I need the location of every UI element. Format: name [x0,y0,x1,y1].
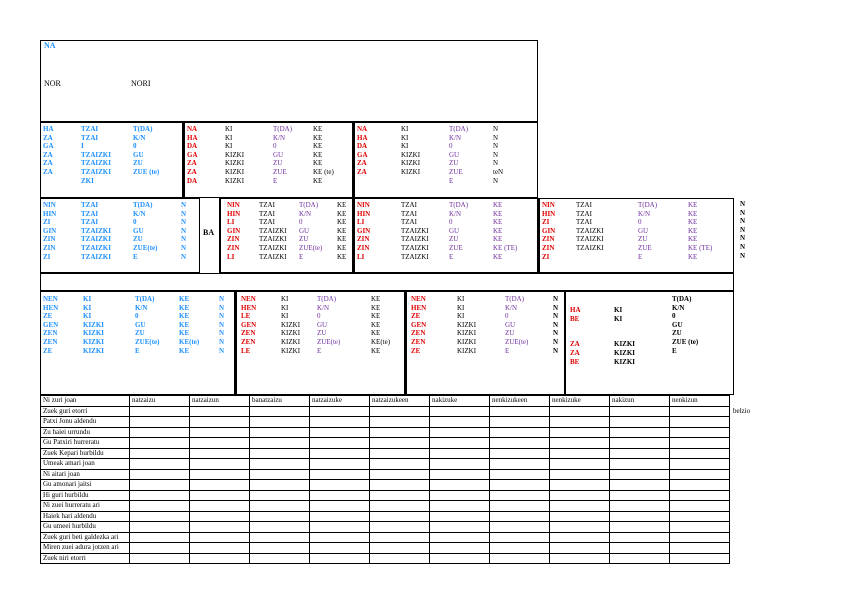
grid-answer-cell[interactable] [130,553,190,564]
grid-answer-cell[interactable] [250,553,310,564]
grid-answer-cell[interactable] [250,459,310,470]
row1-mid-c3: T(DA) K/N 0 GU ZU ZUE E [273,125,293,185]
grid-answer-cell[interactable] [490,522,550,533]
grid-answer-cell[interactable] [550,543,610,554]
grid-answer-cell[interactable] [130,490,190,501]
grid-header-cell: natzaizun [190,396,250,407]
grid-row [41,427,730,438]
grid-answer-cell[interactable] [310,417,370,428]
row2-right-c2: TZAI TZAI TZAI TZAIZKI TZAIZKI TZAIZKI [576,201,604,252]
row3-mid2-c2: KI KI KI KIZKI KIZKI KIZKI KIZKI [457,295,477,355]
grid-answer-cell[interactable] [610,553,670,564]
header-na: NA [44,41,56,50]
row2-mid-block [219,198,353,273]
grid-answer-cell[interactable] [370,553,430,564]
row2-right-c1: NIN HIN ZI GIN ZIN ZIN ZI [542,201,556,261]
grid-row-label: Hi guri hurbildu [41,490,130,501]
grid-answer-cell[interactable] [370,417,430,428]
grid-answer-cell[interactable] [430,406,490,417]
grid-answer-cell[interactable] [250,480,310,491]
grid-row [41,438,730,449]
row2-right-c3: T(DA) K/N 0 GU ZU ZUE E [638,201,658,261]
row3-mid2-c4: N N N N N N N [553,295,559,355]
grid-row-label: Ni aitari joan [41,469,130,480]
grid-answer-cell[interactable] [430,532,490,543]
grid-answer-cell[interactable] [370,511,430,522]
grid-answer-cell[interactable] [610,511,670,522]
grid-answer-cell[interactable] [310,480,370,491]
grid-answer-cell[interactable] [130,448,190,459]
grid-answer-cell[interactable] [550,501,610,512]
grid-answer-cell[interactable] [490,490,550,501]
grid-answer-cell[interactable] [310,532,370,543]
grid-answer-cell[interactable] [310,427,370,438]
grid-row [41,417,730,428]
grid-answer-cell[interactable] [190,448,250,459]
grid-answer-cell[interactable] [310,543,370,554]
row1-right-c3: T(DA) K/N 0 GU ZU ZUE E [449,125,469,185]
grid-answer-cell[interactable] [370,427,430,438]
grid-answer-cell[interactable] [250,417,310,428]
row3-mid-c1: NEN HEN LE GEN ZEN ZEN LE [241,295,257,355]
row1-mid-c4: KE KE KE KE KE KE (te) KE [313,125,334,185]
grid-answer-cell[interactable] [250,406,310,417]
row3-right-c3: T(DA) K/N 0 GU ZU ZUE (te) E [672,295,699,355]
grid-answer-cell[interactable] [490,532,550,543]
grid-answer-cell[interactable] [130,522,190,533]
grid-row-label: Zuek niri etorri [41,553,130,564]
grid-answer-cell[interactable] [490,480,550,491]
grid-answer-cell[interactable] [550,417,610,428]
grid-answer-cell[interactable] [670,406,730,417]
row2-mid2-c3: T(DA) K/N 0 GU ZU ZUE E [449,201,469,261]
grid-answer-cell[interactable] [610,406,670,417]
grid-answer-cell[interactable] [430,459,490,470]
grid-answer-cell[interactable] [430,438,490,449]
grid-answer-cell[interactable] [430,427,490,438]
row2-mid2-c2: TZAI TZAI TZAI TZAIZKI TZAIZKI TZAIZKI TZAIZKI [401,201,429,261]
grid-answer-cell[interactable] [190,459,250,470]
grid-answer-cell[interactable] [250,438,310,449]
grid-answer-cell[interactable] [670,480,730,491]
grid-answer-cell[interactable] [250,522,310,533]
row3-mid2-c1: NEN HEN ZE GEN ZEN ZEN ZE [411,295,427,355]
row1-left-c1: HA ZA GA ZA ZA ZA [43,125,54,176]
grid-answer-cell[interactable] [130,532,190,543]
grid-answer-cell[interactable] [610,448,670,459]
row1-mid-c2: KI KI KI KIZKI KIZKI KIZKI KIZKI [225,125,245,185]
row1-mid-block [183,122,353,198]
grid-answer-cell[interactable] [310,469,370,480]
grid-answer-cell[interactable] [430,490,490,501]
grid-answer-cell[interactable] [370,480,430,491]
row3-right-c1: HA BE ZA ZA BE [570,306,581,366]
grid-answer-cell[interactable] [670,532,730,543]
grid-answer-cell[interactable] [310,459,370,470]
grid-answer-cell[interactable] [610,417,670,428]
row2-right-c4: KE KE KE KE KE KE (TE) KE [688,201,713,261]
grid-answer-cell[interactable] [550,469,610,480]
grid-answer-cell[interactable] [670,522,730,533]
row3-left-c3: T(DA) K/N 0 GU ZU ZUE(te) E [135,295,160,355]
row1-right-block [353,122,538,198]
grid-answer-cell[interactable] [310,501,370,512]
grid-answer-cell[interactable] [130,469,190,480]
grid-answer-cell[interactable] [430,501,490,512]
grid-answer-cell[interactable] [550,490,610,501]
grid-answer-cell[interactable] [190,511,250,522]
grid-header-cell: nakizuke [430,396,490,407]
grid-row-label: Zuek Kepari hurbildu [41,448,130,459]
grid-answer-cell[interactable] [310,406,370,417]
grid-row-label: Miren zuei adura jotzen ari [41,543,130,554]
grid-answer-cell[interactable] [190,406,250,417]
grid-answer-cell[interactable] [670,553,730,564]
grid-answer-cell[interactable] [550,406,610,417]
grid-answer-cell[interactable] [370,490,430,501]
grid-row [41,490,730,501]
grid-answer-cell[interactable] [250,427,310,438]
grid-answer-cell[interactable] [430,522,490,533]
grid-answer-cell[interactable] [130,406,190,417]
row2-mid2-c1: NIN HIN LI GIN ZIN ZIN LI [357,201,371,261]
header-box [40,40,538,122]
grid-answer-cell[interactable] [370,406,430,417]
row2-mid-c1: NIN HIN LI GIN ZIN ZIN LI [227,201,241,261]
grid-answer-cell[interactable] [610,427,670,438]
row1-left-c3: T(DA) K/N 0 GU ZU ZUE (te) [133,125,160,176]
grid-side-label: belzio [733,407,751,415]
row2-left-c2: TZAI TZAI TZAI TZAIZKI TZAIZKI TZAIZKI TZAIZKI [81,201,111,261]
row2-left-c1: NIN HIN ZI GIN ZIN ZIN ZI [43,201,57,261]
grid-answer-cell[interactable] [370,522,430,533]
grid-header-cell: nenkizuke [550,396,610,407]
row2-mid2-block [353,198,538,273]
grid-answer-cell[interactable] [490,448,550,459]
grid-answer-cell[interactable] [130,438,190,449]
row-spacer [40,273,734,291]
grid-row [41,511,730,522]
grid-header-cell: nenkizukeen [490,396,550,407]
grid-answer-cell[interactable] [670,417,730,428]
grid-answer-cell[interactable] [370,459,430,470]
grid-answer-cell[interactable] [190,480,250,491]
grid-answer-cell[interactable] [130,427,190,438]
grid-answer-cell[interactable] [610,501,670,512]
grid-answer-cell[interactable] [610,438,670,449]
grid-answer-cell[interactable] [610,459,670,470]
grid-answer-cell[interactable] [310,448,370,459]
grid-answer-cell[interactable] [610,532,670,543]
row2-ba: BA [203,228,215,237]
grid-answer-cell[interactable] [550,553,610,564]
grid-answer-cell[interactable] [250,532,310,543]
grid-row [41,532,730,543]
grid-answer-cell[interactable] [430,480,490,491]
grid-answer-cell[interactable] [310,438,370,449]
row2-left-c3: T(DA) K/N 0 GU ZU ZUE(te) E [133,201,158,261]
grid-answer-cell[interactable] [610,543,670,554]
grid-answer-cell[interactable] [310,490,370,501]
grid-row [41,459,730,470]
row2-mid-c3: T(DA) K/N 0 GU ZU ZUE(te) E [299,201,323,261]
row3-mid-c2: KI KI KI KIZKI KIZKI KIZKI KIZKI [281,295,301,355]
grid-answer-cell[interactable] [190,501,250,512]
grid-answer-cell[interactable] [490,543,550,554]
row3-mid-block [235,291,405,395]
row2-mid-c4: KE KE KE KE KE KE KE [337,201,347,261]
row3-left-c4: KE KE KE KE KE KE(te) KE [179,295,200,355]
grid-answer-cell[interactable] [670,490,730,501]
row2-mid2-c4: KE KE KE KE KE KE (TE) KE [493,201,518,261]
grid-answer-cell[interactable] [490,553,550,564]
row3-mid2-block [405,291,565,395]
grid-answer-cell[interactable] [490,501,550,512]
grid-answer-cell[interactable] [130,459,190,470]
grid-row-label: Haiek hari aldendu [41,511,130,522]
grid-answer-cell[interactable] [130,417,190,428]
grid-header-cell: Ni zuri joan [41,396,130,407]
header-nori: NORI [131,79,151,88]
header-nor: NOR [44,79,61,88]
grid-answer-cell[interactable] [550,522,610,533]
row2-mid-c2: TZAI TZAI TZAI TZAIZKI TZAIZKI TZAIZKI TZAIZKI [259,201,287,261]
grid-answer-cell[interactable] [130,480,190,491]
grid-answer-cell[interactable] [430,553,490,564]
row2-left-block [40,198,200,273]
grid-row-label: Gu Patxiri hurreratu [41,438,130,449]
grid-answer-cell[interactable] [550,480,610,491]
grid-answer-cell[interactable] [610,490,670,501]
grid-answer-cell[interactable] [190,532,250,543]
grid-header-row [41,396,730,407]
grid-answer-cell[interactable] [430,448,490,459]
row1-mid-c1: NA HA DA GA ZA ZA DA [187,125,198,185]
grid-answer-cell[interactable] [670,459,730,470]
grid-header-cell: nakizun [610,396,670,407]
grid-answer-cell[interactable] [190,553,250,564]
grid-answer-cell[interactable] [190,490,250,501]
grid-header-cell: natzaizu [130,396,190,407]
grid-answer-cell[interactable] [490,438,550,449]
row3-left-block [40,291,235,395]
grid-answer-cell[interactable] [610,480,670,491]
grid-answer-cell[interactable] [610,522,670,533]
grid-answer-cell[interactable] [490,469,550,480]
grid-header-cell: natzaizuke [310,396,370,407]
grid-answer-cell[interactable] [370,543,430,554]
grid-answer-cell[interactable] [370,501,430,512]
grid-answer-cell[interactable] [310,522,370,533]
row3-mid2-c3: T(DA) K/N 0 GU ZU ZUE(te) E [505,295,529,355]
grid-answer-cell[interactable] [250,469,310,480]
grid-header-cell: nenkizun [670,396,730,407]
grid-row [41,480,730,491]
grid-answer-cell[interactable] [130,511,190,522]
grid-row [41,501,730,512]
grid-answer-cell[interactable] [490,406,550,417]
row1-right-c2: KI KI KI KIZKI KIZKI KIZKI [401,125,421,176]
row3-left-c5: N N N N N N N [219,295,225,355]
grid-answer-cell[interactable] [370,469,430,480]
grid-answer-cell[interactable] [490,511,550,522]
grid-row [41,448,730,459]
grid-answer-cell[interactable] [370,438,430,449]
row1-right-c4: N N N N N teN N [493,125,504,185]
row1-left-block [40,122,183,198]
grid-answer-cell[interactable] [370,448,430,459]
row3-left-c2: KI KI KI KIZKI KIZKI KIZKI KIZKI [83,295,105,355]
row3-mid-c4: KE KE KE KE KE KE(te) KE [371,295,391,355]
row3-left-c1: NEN HEN ZE GEN ZEN ZEN ZE [43,295,59,355]
grid-answer-cell[interactable] [250,490,310,501]
grid-header-cell: banatzaizu [250,396,310,407]
grid-answer-cell[interactable] [430,469,490,480]
grid-answer-cell[interactable] [490,459,550,470]
grid-row-label: Gu umeei hurbildu [41,522,130,533]
row2-right-block [538,198,734,273]
grid-answer-cell[interactable] [550,459,610,470]
grid-row-label: Umeak amari joan [41,459,130,470]
grid-row [41,553,730,564]
grid-answer-cell[interactable] [430,511,490,522]
grid-answer-cell[interactable] [250,501,310,512]
grid-row-label: Patxi Jonu aldendu [41,417,130,428]
grid-answer-cell[interactable] [130,501,190,512]
grid-answer-cell[interactable] [550,532,610,543]
grid-row-label: Zuek guri etorri [41,406,130,417]
grid-row [41,469,730,480]
grid-row-label: Zuek guri beti galdezka ari [41,532,130,543]
row2-left-c4: N N N N N N N [181,201,187,261]
grid-answer-cell[interactable] [550,427,610,438]
row1-left-c2: TZAI TZAI I TZAIZKI TZAIZKI TZAIZKI ZKI [81,125,111,185]
grid-answer-cell[interactable] [430,543,490,554]
grid-answer-cell[interactable] [250,511,310,522]
row2-right-c5: N N N N N N N [740,200,746,260]
row3-right-c2: KI KI KIZKI KIZKI KIZKI [614,306,636,366]
grid-answer-cell[interactable] [670,469,730,480]
grid-answer-cell[interactable] [190,417,250,428]
grid-answer-cell[interactable] [190,469,250,480]
grid-answer-cell[interactable] [250,543,310,554]
conjugation-grid [40,395,730,564]
row3-mid-c3: T(DA) K/N 0 GU ZU ZUE(te) E [317,295,341,355]
row1-right-c1: NA HA DA GA ZA ZA [357,125,368,176]
grid-answer-cell[interactable] [190,522,250,533]
grid-answer-cell[interactable] [490,427,550,438]
grid-answer-cell[interactable] [250,448,310,459]
grid-answer-cell[interactable] [190,543,250,554]
grid-answer-cell[interactable] [490,417,550,428]
grid-answer-cell[interactable] [190,438,250,449]
grid-answer-cell[interactable] [670,448,730,459]
grid-row-label: Gu amonari jaitsi [41,480,130,491]
grid-header-cell: natzaizukeen [370,396,430,407]
grid-answer-cell[interactable] [670,427,730,438]
grid-row [41,406,730,417]
grid-answer-cell[interactable] [310,553,370,564]
grid-answer-cell[interactable] [670,511,730,522]
grid-answer-cell[interactable] [550,448,610,459]
grid-answer-cell[interactable] [610,469,670,480]
grid-row [41,522,730,533]
grid-row-label: Zu haiei urrundu [41,427,130,438]
grid-answer-cell[interactable] [670,501,730,512]
grid-row [41,543,730,554]
grid-row-label: Ni zuei hurreratu ari [41,501,130,512]
grid-answer-cell[interactable] [310,511,370,522]
grid-answer-cell[interactable] [550,438,610,449]
row3-right-block [565,291,734,395]
grid-answer-cell[interactable] [370,532,430,543]
grid-answer-cell[interactable] [430,417,490,428]
grid-answer-cell[interactable] [670,438,730,449]
grid-answer-cell[interactable] [190,427,250,438]
grid-answer-cell[interactable] [130,543,190,554]
grid-answer-cell[interactable] [670,543,730,554]
grid-answer-cell[interactable] [550,511,610,522]
